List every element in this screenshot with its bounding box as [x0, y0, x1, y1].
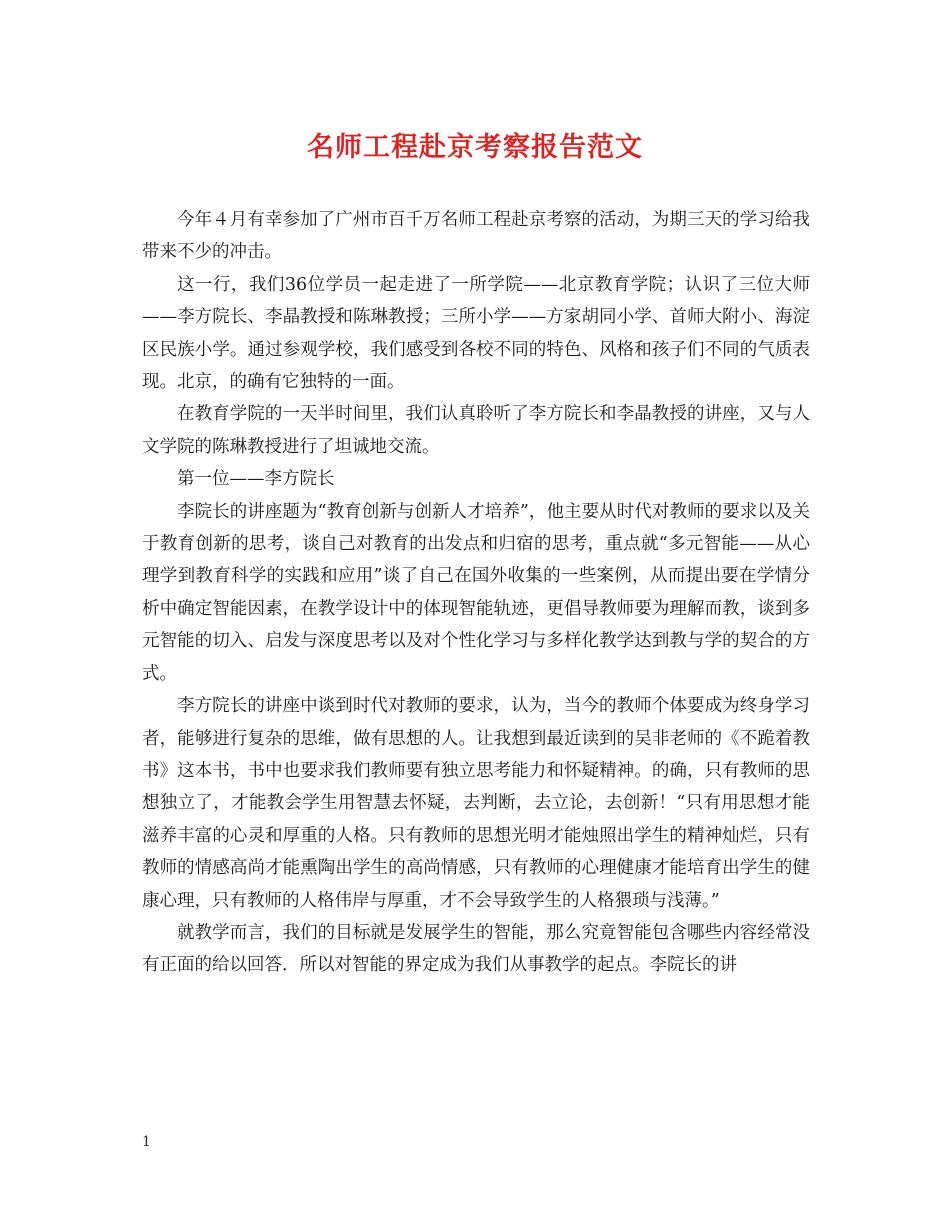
paragraph: 今年４月有幸参加了广州市百千万名师工程赴京考察的活动，为期三天的学习给我带来不少的冲击。 — [142, 210, 810, 263]
paragraph: 李院长的讲座题为“教育创新与创新人才培养”，他主要从时代对教师的要求以及关于教育创新的思考，谈自己对教育的出发点和归宿的思考，重点就“多元智能——从心理学到教育科学的实践和应用”谈了自己在国外收集的一些案例，从而提出要在学情分析中确定智能因素，在教学设计中的体现智能轨迹，更倡导教师要为理解而教，谈到多元智能的切入、启发与深度思考以及对个性化学习与多样化教学达到教与学的契合的方式。 — [142, 501, 810, 684]
paragraph: 就教学而言，我们的目标就是发展学生的智能，那么究竟智能包含哪些内容经常没有正面的给以回答．所以对智能的界定成为我们从事教学的起点。李院长的讲 — [142, 922, 810, 976]
paragraph: 这一行，我们36位学员一起走进了一所学院——北京教育学院；认识了三位大师——李方院长、李晶教授和陈琳教授；三所小学——方家胡同小学、首师大附小、海淀区民族小学。通过参观学校，我们感受到各校不同的特色、风格和孩子们不同的气质表现。北京，的确有它独特的一面。 — [142, 274, 810, 393]
page-number: 1 — [142, 1134, 151, 1150]
document-title: 名师工程赴京考察报告范文 — [307, 132, 643, 163]
paragraph: 在教育学院的一天半时间里，我们认真聆听了李方院长和李晶教授的讲座，又与人文学院的陈琳教授进行了坦诚地交流。 — [142, 404, 810, 457]
document-body — [142, 204, 810, 982]
section-heading: 第一位——李方院长 — [177, 469, 335, 490]
paragraph: 李方院长的讲座中谈到时代对教师的要求，认为，当今的教师个体要成为终身学习者，能够进行复杂的思维，做有思想的人。让我想到最近读到的吴非老师的《不跪着教书》这本书，书中也要求我们教师要有独立思考能力和怀疑精神。的确，只有教师的思想独立了，才能教会学生用智慧去怀疑，去判断，去立论，去创新！“只有用思想才能滋养丰富的心灵和厚重的人格。只有教师的思想光明才能烛照出学生的精神灿烂，只有教师的情感高尚才能熏陶出学生的高尚情感，只有教师的心理健康才能培育出学生的健康心理，只有教师的人格伟岸与厚重，才不会导致学生的人格猥琐与浅薄。” — [142, 696, 810, 911]
